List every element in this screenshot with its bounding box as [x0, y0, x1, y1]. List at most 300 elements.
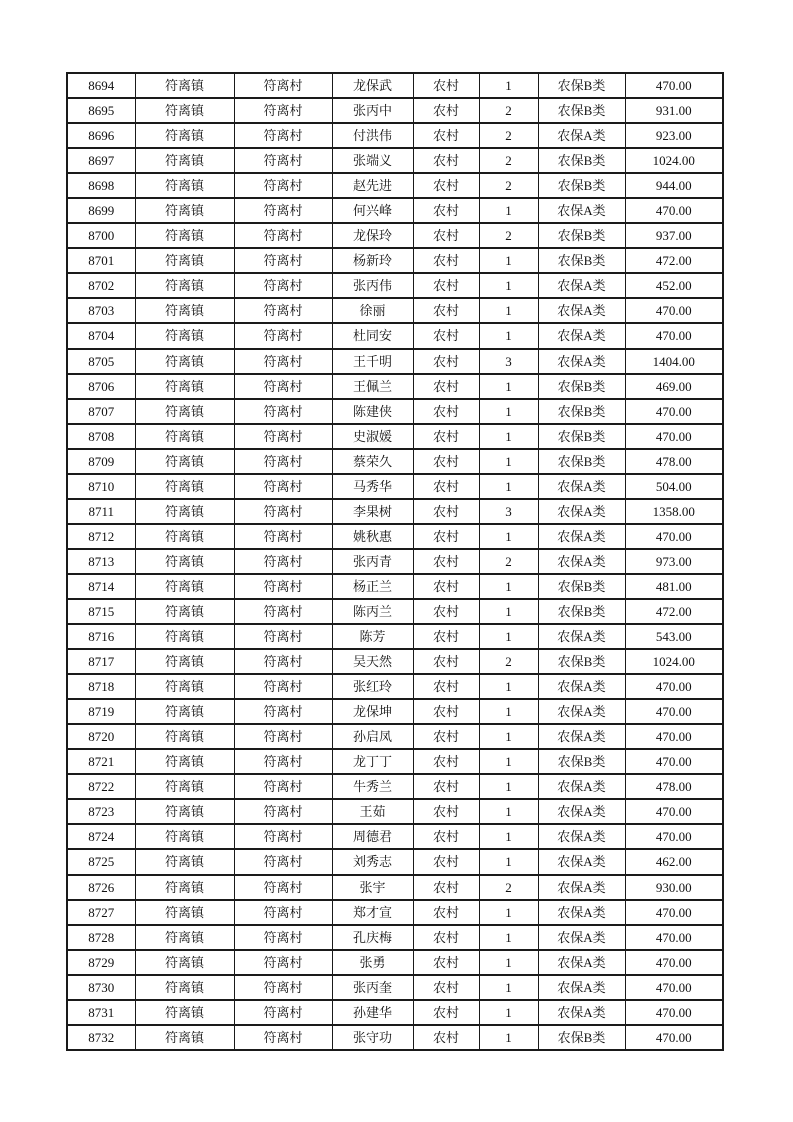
cell-amount: 930.00: [625, 875, 723, 900]
cell-record-id: 8708: [67, 424, 135, 449]
cell-residence-type: 农村: [413, 574, 479, 599]
cell-village: 符离村: [234, 198, 332, 223]
cell-town: 符离镇: [135, 875, 234, 900]
cell-record-id: 8706: [67, 374, 135, 399]
cell-person-count: 2: [479, 123, 538, 148]
cell-town: 符离镇: [135, 975, 234, 1000]
cell-amount: 470.00: [625, 73, 723, 98]
cell-name: 孔庆梅: [332, 925, 413, 950]
cell-record-id: 8732: [67, 1025, 135, 1050]
cell-town: 符离镇: [135, 624, 234, 649]
cell-residence-type: 农村: [413, 374, 479, 399]
cell-record-id: 8729: [67, 950, 135, 975]
cell-town: 符离镇: [135, 1000, 234, 1025]
cell-person-count: 1: [479, 900, 538, 925]
cell-town: 符离镇: [135, 649, 234, 674]
table-row: [67, 574, 723, 599]
benefits-table: [66, 72, 724, 1051]
cell-amount: 452.00: [625, 273, 723, 298]
table-row: [67, 674, 723, 699]
cell-town: 符离镇: [135, 148, 234, 173]
cell-town: 符离镇: [135, 599, 234, 624]
cell-insurance-category: 农保B类: [538, 749, 625, 774]
cell-residence-type: 农村: [413, 173, 479, 198]
cell-record-id: 8731: [67, 1000, 135, 1025]
cell-person-count: 2: [479, 148, 538, 173]
cell-amount: 470.00: [625, 975, 723, 1000]
cell-person-count: 1: [479, 449, 538, 474]
cell-name: 杜同安: [332, 323, 413, 348]
cell-person-count: 1: [479, 424, 538, 449]
cell-village: 符离村: [234, 599, 332, 624]
cell-person-count: 1: [479, 824, 538, 849]
cell-person-count: 1: [479, 574, 538, 599]
cell-residence-type: 农村: [413, 649, 479, 674]
cell-amount: 1404.00: [625, 349, 723, 374]
cell-village: 符离村: [234, 524, 332, 549]
cell-residence-type: 农村: [413, 273, 479, 298]
cell-amount: 469.00: [625, 374, 723, 399]
table-row: [67, 223, 723, 248]
cell-town: 符离镇: [135, 574, 234, 599]
cell-amount: 973.00: [625, 549, 723, 574]
cell-town: 符离镇: [135, 699, 234, 724]
cell-name: 龙保坤: [332, 699, 413, 724]
cell-name: 陈建侠: [332, 399, 413, 424]
cell-record-id: 8705: [67, 349, 135, 374]
cell-town: 符离镇: [135, 499, 234, 524]
cell-insurance-category: 农保B类: [538, 399, 625, 424]
cell-town: 符离镇: [135, 1025, 234, 1050]
cell-person-count: 2: [479, 649, 538, 674]
cell-name: 周德君: [332, 824, 413, 849]
cell-town: 符离镇: [135, 173, 234, 198]
cell-village: 符离村: [234, 975, 332, 1000]
cell-village: 符离村: [234, 499, 332, 524]
cell-residence-type: 农村: [413, 98, 479, 123]
cell-insurance-category: 农保A类: [538, 799, 625, 824]
cell-village: 符离村: [234, 799, 332, 824]
cell-name: 陈芳: [332, 624, 413, 649]
cell-record-id: 8709: [67, 449, 135, 474]
table-row: [67, 624, 723, 649]
cell-person-count: 1: [479, 323, 538, 348]
cell-name: 王千明: [332, 349, 413, 374]
cell-insurance-category: 农保A类: [538, 349, 625, 374]
cell-record-id: 8715: [67, 599, 135, 624]
cell-insurance-category: 农保B类: [538, 148, 625, 173]
cell-name: 张丙伟: [332, 273, 413, 298]
cell-person-count: 2: [479, 875, 538, 900]
cell-record-id: 8726: [67, 875, 135, 900]
table-row: [67, 173, 723, 198]
cell-person-count: 1: [479, 474, 538, 499]
cell-name: 何兴峰: [332, 198, 413, 223]
cell-name: 徐丽: [332, 298, 413, 323]
cell-residence-type: 农村: [413, 323, 479, 348]
cell-name: 刘秀志: [332, 849, 413, 874]
table-row: [67, 975, 723, 1000]
table-row: [67, 950, 723, 975]
cell-record-id: 8722: [67, 774, 135, 799]
cell-insurance-category: 农保B类: [538, 173, 625, 198]
cell-record-id: 8719: [67, 699, 135, 724]
cell-village: 符离村: [234, 73, 332, 98]
cell-village: 符离村: [234, 849, 332, 874]
cell-town: 符离镇: [135, 774, 234, 799]
cell-name: 张端义: [332, 148, 413, 173]
cell-amount: 470.00: [625, 674, 723, 699]
cell-town: 符离镇: [135, 98, 234, 123]
cell-residence-type: 农村: [413, 699, 479, 724]
cell-residence-type: 农村: [413, 449, 479, 474]
cell-name: 杨正兰: [332, 574, 413, 599]
cell-amount: 470.00: [625, 799, 723, 824]
cell-town: 符离镇: [135, 374, 234, 399]
cell-residence-type: 农村: [413, 749, 479, 774]
cell-name: 赵先进: [332, 173, 413, 198]
cell-name: 张宇: [332, 875, 413, 900]
cell-name: 蔡荣久: [332, 449, 413, 474]
table-row: [67, 724, 723, 749]
cell-record-id: 8723: [67, 799, 135, 824]
cell-record-id: 8727: [67, 900, 135, 925]
cell-amount: 470.00: [625, 950, 723, 975]
table-row: [67, 123, 723, 148]
cell-amount: 543.00: [625, 624, 723, 649]
cell-record-id: 8698: [67, 173, 135, 198]
cell-residence-type: 农村: [413, 524, 479, 549]
cell-person-count: 1: [479, 975, 538, 1000]
cell-insurance-category: 农保A类: [538, 198, 625, 223]
cell-name: 龙保玲: [332, 223, 413, 248]
cell-village: 符离村: [234, 649, 332, 674]
cell-residence-type: 农村: [413, 824, 479, 849]
cell-village: 符离村: [234, 925, 332, 950]
cell-amount: 944.00: [625, 173, 723, 198]
cell-village: 符离村: [234, 123, 332, 148]
cell-village: 符离村: [234, 449, 332, 474]
cell-residence-type: 农村: [413, 198, 479, 223]
table-row: [67, 774, 723, 799]
cell-name: 马秀华: [332, 474, 413, 499]
table-row: [67, 273, 723, 298]
cell-amount: 470.00: [625, 900, 723, 925]
cell-person-count: 1: [479, 749, 538, 774]
cell-person-count: 1: [479, 273, 538, 298]
cell-village: 符离村: [234, 248, 332, 273]
table-row: [67, 374, 723, 399]
cell-record-id: 8714: [67, 574, 135, 599]
cell-name: 李果树: [332, 499, 413, 524]
cell-insurance-category: 农保B类: [538, 374, 625, 399]
cell-town: 符离镇: [135, 674, 234, 699]
cell-person-count: 1: [479, 198, 538, 223]
table-row: [67, 499, 723, 524]
cell-insurance-category: 农保A类: [538, 323, 625, 348]
cell-amount: 470.00: [625, 749, 723, 774]
cell-residence-type: 农村: [413, 399, 479, 424]
cell-person-count: 1: [479, 674, 538, 699]
cell-insurance-category: 农保A类: [538, 524, 625, 549]
cell-name: 孙建华: [332, 1000, 413, 1025]
cell-amount: 1358.00: [625, 499, 723, 524]
cell-town: 符离镇: [135, 824, 234, 849]
cell-residence-type: 农村: [413, 774, 479, 799]
cell-village: 符离村: [234, 574, 332, 599]
cell-residence-type: 农村: [413, 549, 479, 574]
cell-town: 符离镇: [135, 298, 234, 323]
cell-person-count: 1: [479, 799, 538, 824]
cell-record-id: 8721: [67, 749, 135, 774]
cell-insurance-category: 农保A类: [538, 824, 625, 849]
cell-record-id: 8718: [67, 674, 135, 699]
cell-person-count: 1: [479, 248, 538, 273]
table-row: [67, 424, 723, 449]
cell-amount: 470.00: [625, 1025, 723, 1050]
cell-town: 符离镇: [135, 424, 234, 449]
cell-name: 王茹: [332, 799, 413, 824]
cell-town: 符离镇: [135, 849, 234, 874]
cell-name: 史淑媛: [332, 424, 413, 449]
cell-residence-type: 农村: [413, 950, 479, 975]
cell-person-count: 1: [479, 524, 538, 549]
cell-residence-type: 农村: [413, 349, 479, 374]
table-row: [67, 925, 723, 950]
cell-amount: 923.00: [625, 123, 723, 148]
cell-village: 符离村: [234, 298, 332, 323]
cell-insurance-category: 农保A类: [538, 624, 625, 649]
cell-residence-type: 农村: [413, 123, 479, 148]
cell-name: 吴天然: [332, 649, 413, 674]
cell-town: 符离镇: [135, 123, 234, 148]
cell-insurance-category: 农保A类: [538, 549, 625, 574]
cell-town: 符离镇: [135, 323, 234, 348]
cell-person-count: 1: [479, 849, 538, 874]
cell-person-count: 1: [479, 699, 538, 724]
table-row: [67, 449, 723, 474]
cell-person-count: 1: [479, 374, 538, 399]
cell-residence-type: 农村: [413, 599, 479, 624]
cell-village: 符离村: [234, 273, 332, 298]
table-row: [67, 1000, 723, 1025]
cell-village: 符离村: [234, 900, 332, 925]
cell-town: 符离镇: [135, 474, 234, 499]
cell-town: 符离镇: [135, 248, 234, 273]
cell-residence-type: 农村: [413, 1000, 479, 1025]
cell-village: 符离村: [234, 173, 332, 198]
cell-town: 符离镇: [135, 524, 234, 549]
cell-residence-type: 农村: [413, 724, 479, 749]
table-row: [67, 323, 723, 348]
cell-person-count: 1: [479, 1000, 538, 1025]
cell-town: 符离镇: [135, 925, 234, 950]
cell-insurance-category: 农保B类: [538, 599, 625, 624]
cell-amount: 470.00: [625, 399, 723, 424]
cell-name: 陈丙兰: [332, 599, 413, 624]
cell-insurance-category: 农保A类: [538, 123, 625, 148]
cell-name: 孙启凤: [332, 724, 413, 749]
cell-person-count: 1: [479, 599, 538, 624]
cell-name: 张红玲: [332, 674, 413, 699]
cell-insurance-category: 农保A类: [538, 774, 625, 799]
cell-residence-type: 农村: [413, 849, 479, 874]
cell-insurance-category: 农保B类: [538, 223, 625, 248]
cell-insurance-category: 农保B类: [538, 424, 625, 449]
cell-record-id: 8713: [67, 549, 135, 574]
cell-insurance-category: 农保B类: [538, 73, 625, 98]
cell-name: 姚秋惠: [332, 524, 413, 549]
cell-residence-type: 农村: [413, 248, 479, 273]
table-row: [67, 699, 723, 724]
cell-name: 龙保武: [332, 73, 413, 98]
cell-town: 符离镇: [135, 799, 234, 824]
cell-town: 符离镇: [135, 549, 234, 574]
cell-name: 张丙中: [332, 98, 413, 123]
cell-person-count: 1: [479, 1025, 538, 1050]
cell-record-id: 8700: [67, 223, 135, 248]
table-row: [67, 1025, 723, 1050]
cell-record-id: 8702: [67, 273, 135, 298]
cell-record-id: 8712: [67, 524, 135, 549]
cell-insurance-category: 农保A类: [538, 1000, 625, 1025]
cell-insurance-category: 农保A类: [538, 699, 625, 724]
table-row: [67, 399, 723, 424]
cell-amount: 470.00: [625, 925, 723, 950]
cell-record-id: 8694: [67, 73, 135, 98]
cell-record-id: 8696: [67, 123, 135, 148]
cell-record-id: 8697: [67, 148, 135, 173]
cell-residence-type: 农村: [413, 799, 479, 824]
cell-insurance-category: 农保A类: [538, 674, 625, 699]
cell-amount: 470.00: [625, 298, 723, 323]
cell-village: 符离村: [234, 549, 332, 574]
cell-record-id: 8730: [67, 975, 135, 1000]
cell-residence-type: 农村: [413, 298, 479, 323]
cell-village: 符离村: [234, 474, 332, 499]
cell-amount: 462.00: [625, 849, 723, 874]
cell-village: 符离村: [234, 323, 332, 348]
cell-amount: 470.00: [625, 198, 723, 223]
cell-village: 符离村: [234, 1000, 332, 1025]
cell-town: 符离镇: [135, 900, 234, 925]
table-row: [67, 849, 723, 874]
cell-village: 符离村: [234, 875, 332, 900]
table-row: [67, 749, 723, 774]
cell-residence-type: 农村: [413, 223, 479, 248]
cell-town: 符离镇: [135, 223, 234, 248]
cell-insurance-category: 农保A类: [538, 975, 625, 1000]
cell-residence-type: 农村: [413, 900, 479, 925]
cell-person-count: 2: [479, 223, 538, 248]
cell-person-count: 1: [479, 950, 538, 975]
cell-amount: 931.00: [625, 98, 723, 123]
cell-person-count: 1: [479, 73, 538, 98]
cell-town: 符离镇: [135, 950, 234, 975]
table-row: [67, 549, 723, 574]
cell-amount: 470.00: [625, 699, 723, 724]
cell-residence-type: 农村: [413, 674, 479, 699]
cell-name: 王佩兰: [332, 374, 413, 399]
cell-record-id: 8716: [67, 624, 135, 649]
cell-person-count: 1: [479, 774, 538, 799]
cell-person-count: 3: [479, 499, 538, 524]
cell-insurance-category: 农保A类: [538, 900, 625, 925]
cell-town: 符离镇: [135, 749, 234, 774]
cell-insurance-category: 农保A类: [538, 499, 625, 524]
cell-residence-type: 农村: [413, 975, 479, 1000]
cell-amount: 470.00: [625, 724, 723, 749]
table-row: [67, 248, 723, 273]
cell-person-count: 1: [479, 925, 538, 950]
cell-village: 符离村: [234, 1025, 332, 1050]
cell-village: 符离村: [234, 674, 332, 699]
cell-amount: 481.00: [625, 574, 723, 599]
table-row: [67, 148, 723, 173]
cell-village: 符离村: [234, 724, 332, 749]
cell-residence-type: 农村: [413, 148, 479, 173]
cell-name: 张丙青: [332, 549, 413, 574]
cell-village: 符离村: [234, 98, 332, 123]
table-row: [67, 198, 723, 223]
cell-town: 符离镇: [135, 273, 234, 298]
cell-person-count: 1: [479, 298, 538, 323]
cell-insurance-category: 农保B类: [538, 248, 625, 273]
cell-name: 杨新玲: [332, 248, 413, 273]
cell-person-count: 3: [479, 349, 538, 374]
cell-residence-type: 农村: [413, 424, 479, 449]
table-row: [67, 900, 723, 925]
cell-amount: 504.00: [625, 474, 723, 499]
cell-insurance-category: 农保A类: [538, 474, 625, 499]
cell-amount: 470.00: [625, 1000, 723, 1025]
cell-amount: 470.00: [625, 424, 723, 449]
cell-record-id: 8717: [67, 649, 135, 674]
cell-amount: 470.00: [625, 524, 723, 549]
cell-town: 符离镇: [135, 198, 234, 223]
cell-insurance-category: 农保A类: [538, 925, 625, 950]
cell-residence-type: 农村: [413, 474, 479, 499]
cell-amount: 478.00: [625, 774, 723, 799]
cell-name: 张丙奎: [332, 975, 413, 1000]
table-row: [67, 98, 723, 123]
cell-amount: 470.00: [625, 323, 723, 348]
cell-insurance-category: 农保A类: [538, 273, 625, 298]
table-row: [67, 349, 723, 374]
cell-name: 张守功: [332, 1025, 413, 1050]
cell-residence-type: 农村: [413, 1025, 479, 1050]
cell-person-count: 1: [479, 724, 538, 749]
cell-record-id: 8728: [67, 925, 135, 950]
cell-insurance-category: 农保B类: [538, 449, 625, 474]
cell-village: 符离村: [234, 424, 332, 449]
cell-name: 龙丁丁: [332, 749, 413, 774]
cell-village: 符离村: [234, 349, 332, 374]
cell-person-count: 1: [479, 399, 538, 424]
cell-village: 符离村: [234, 699, 332, 724]
cell-record-id: 8725: [67, 849, 135, 874]
cell-person-count: 1: [479, 624, 538, 649]
cell-village: 符离村: [234, 148, 332, 173]
cell-insurance-category: 农保A类: [538, 724, 625, 749]
cell-record-id: 8703: [67, 298, 135, 323]
cell-town: 符离镇: [135, 399, 234, 424]
cell-amount: 472.00: [625, 599, 723, 624]
cell-record-id: 8704: [67, 323, 135, 348]
table-row: [67, 298, 723, 323]
cell-record-id: 8699: [67, 198, 135, 223]
cell-name: 付洪伟: [332, 123, 413, 148]
